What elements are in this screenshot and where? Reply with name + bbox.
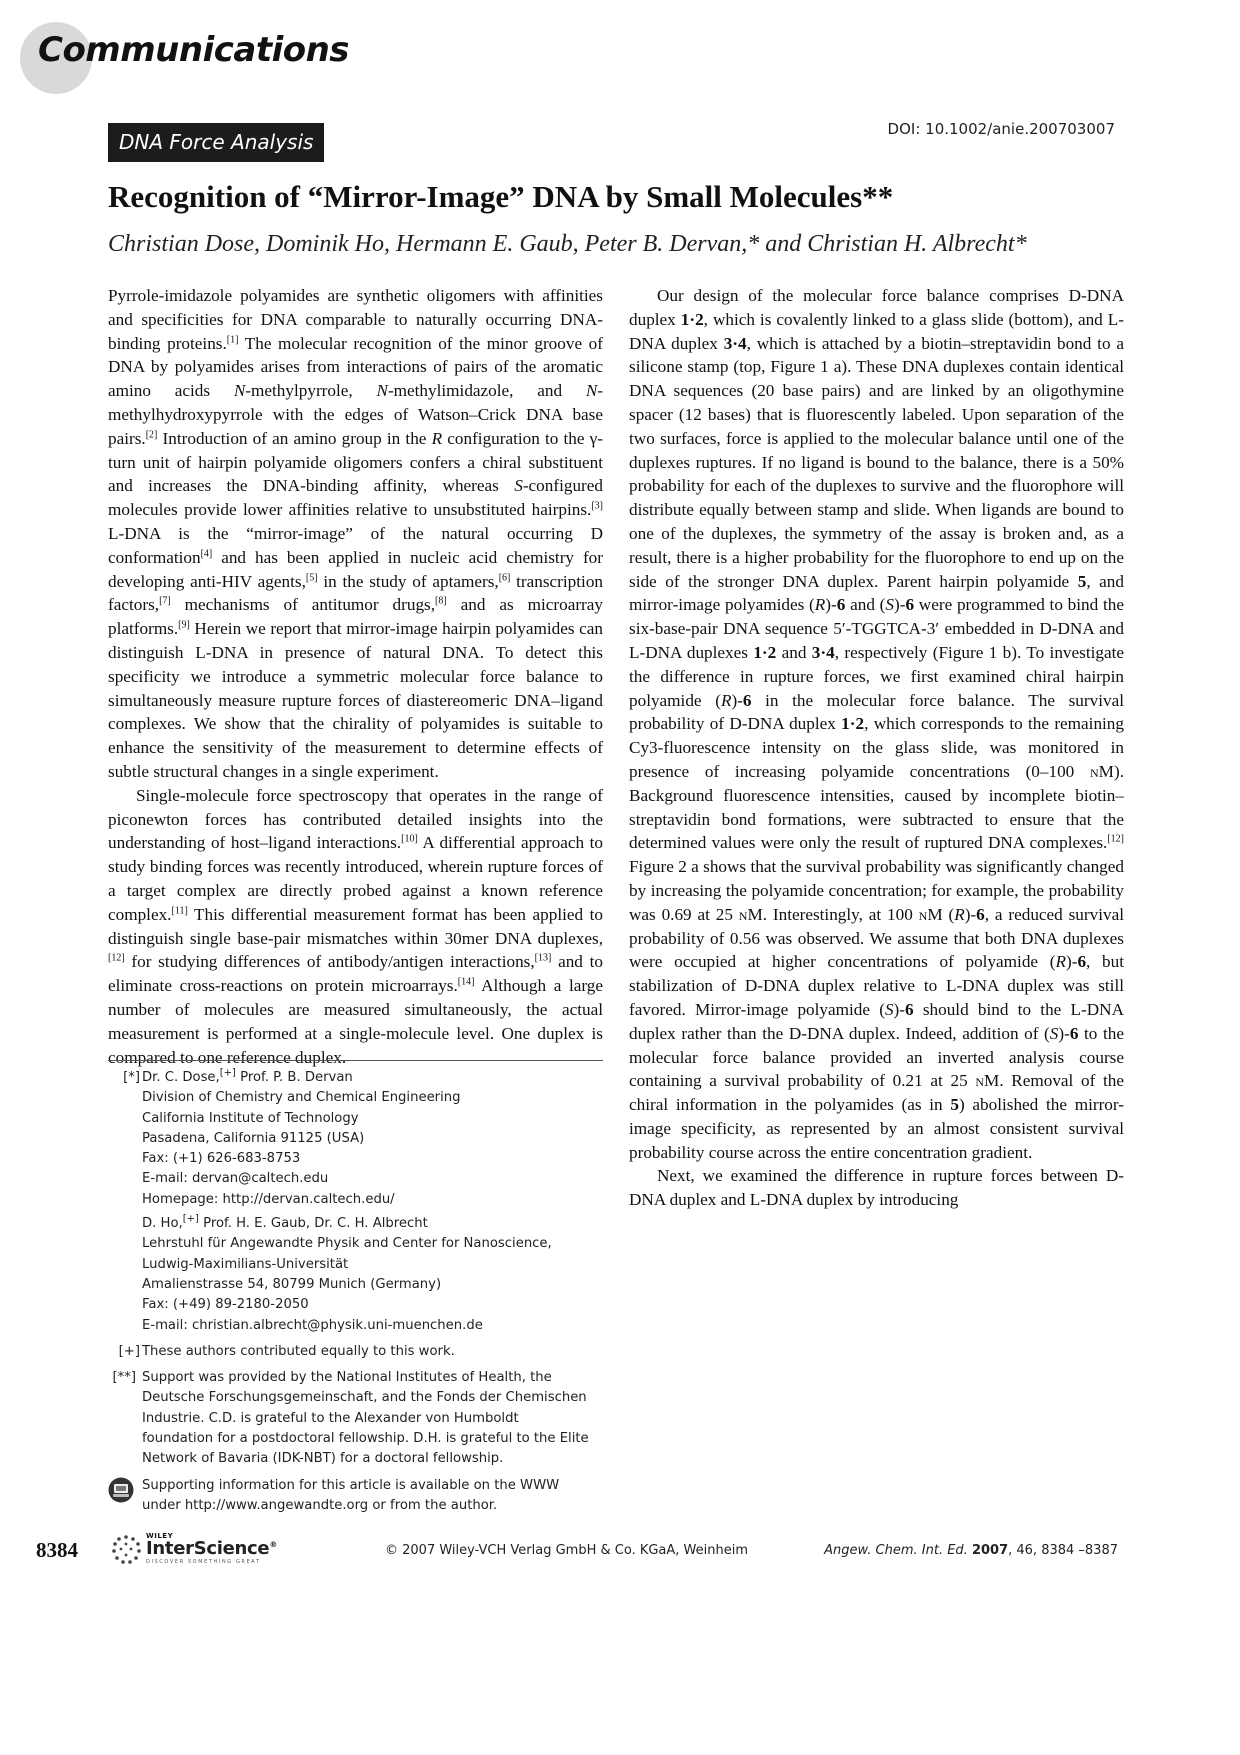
homepage-link[interactable]: Homepage: http://dervan.caltech.edu/ (142, 1191, 395, 1207)
email-link[interactable]: E-mail: dervan@caltech.edu (142, 1171, 329, 1187)
citation-ref[interactable]: [13] (534, 952, 552, 964)
email-link[interactable]: E-mail: christian.albrecht@physik.uni-muenchen.de (142, 1317, 483, 1333)
interscience-dots-logo-icon (108, 1532, 144, 1568)
logo-tagline: DISCOVER SOMETHING GREAT (146, 1559, 261, 1565)
citation-ref[interactable]: [8] (435, 595, 447, 607)
footnote-mark: [*] (123, 1070, 140, 1085)
footnote-supporting-info: Supporting information for this article is available on the WWW under http://www.angewandte.org or from the author. (108, 1476, 603, 1517)
logo-main-text: InterScience® (146, 1538, 278, 1559)
citation-ref[interactable]: [7] (159, 595, 171, 607)
footnote-mark: [+] (118, 1343, 140, 1359)
citation-ref[interactable]: [9] (178, 619, 190, 631)
article-title: Recognition of “Mirror-Image” DNA by Small Molecules** (108, 179, 894, 214)
page-number: 8384 (36, 1538, 78, 1562)
citation-ref[interactable]: [6] (498, 571, 511, 583)
paragraph-next: Next, we examined the difference in rupture forces between D-DNA duplex and L-DNA duplex by introducing (629, 1166, 1124, 1210)
supporting-info-link[interactable]: under http://www.angewandte.org or from the author. (142, 1497, 498, 1513)
footnotes (108, 1068, 603, 1518)
section-header (20, 22, 520, 94)
citation-ref[interactable]: [10] (401, 833, 418, 845)
computer-monitor-icon (108, 1477, 134, 1503)
journal-citation: Angew. Chem. Int. Ed. 2007, 46, 8384 –8387 (824, 1543, 1118, 1558)
logo-wiley-text: WILEY (146, 1532, 174, 1540)
footnote-affiliations: [*] Dr. C. Dose,[+] Prof. P. B. Dervan Division of Chemistry and Chemical Engineering California Institute of Technology Pasadena, California 91125 (USA) Fax: (+1) 626-683-8753 E-mail: dervan@caltech.edu Homepage: http://dervan.caltech.edu/ D. Ho,[+] Prof. H. E. Gaub, Dr. C. H. Albrecht Lehrstuhl für Angewandte Physik and Center for Nanoscience, Ludwig-Maximilians-Universität Amalienstrasse 54, 80799 Munich (Germany) Fax: (+49) 89-2180-2050 E-mail: christian.albrecht@physik.uni-muenchen.de (108, 1068, 603, 1336)
author-list: Christian Dose, Dominik Ho, Hermann E. Gaub, Peter B. Dervan,* and Christian H. Albrecht* (108, 231, 1027, 257)
citation-ref[interactable]: [12] (1107, 833, 1124, 845)
body-column-right (629, 284, 1124, 1212)
footnote-funding: [**] Support was provided by the National Institutes of Health, the Deutsche Forschungsgemeinschaft, and the Fonds der Chemischen Industrie. C.D. is grateful to the Alexander von Humboldt foundation for a postdoctoral fellowship. D.H. is grateful to the Elite Network of Bavaria (IDK-NBT) for a doctoral fellowship. (108, 1368, 603, 1469)
citation-ref[interactable]: [3] (591, 500, 603, 512)
footnote-divider (108, 1060, 603, 1061)
citation-ref[interactable]: [2] (145, 429, 158, 441)
citation-ref[interactable]: [5] (305, 571, 318, 583)
citation-ref[interactable]: [11] (171, 904, 188, 916)
footnote-equal-contribution: [+] These authors contributed equally to this work. (108, 1342, 603, 1362)
citation-ref[interactable]: [14] (457, 976, 475, 988)
section-title: Communications (38, 30, 350, 70)
citation-ref[interactable]: [4] (200, 548, 213, 560)
page-footer (0, 1532, 1240, 1578)
paragraph-force-spectroscopy: Single-molecule force spectroscopy that operates in the range of piconewton forces has contributed detailed insights into the understanding of host–ligand interactions.[10] A differential approach to study binding forces was recently introduced, wherein rupture forces of a target complex are directly probed against a known reference complex.[11] This differential measurement format has been applied to distinguish single base-pair mismatches within 30mer DNA duplexes,[12] for studying differences of antibody/antigen interactions,[13] and to eliminate cross-reactions on protein microarrays.[14] Although a large number of molecules are measured simultaneously, the actual measurement is performed at a single-molecule level. One duplex is compared to one reference duplex. (108, 785, 604, 1067)
paragraph-intro: Pyrrole-imidazole polyamides are synthetic oligomers with affinities and specificities for DNA comparable to naturally occurring DNA-binding proteins.[1] The molecular recognition of the minor groove of DNA by polyamides arises from interactions of pairs of the aromatic amino acids N-methylpyrrole, N-methylimidazole, and N-methylhydroxypyrrole with the edges of Watson–Crick DNA base pairs.[2] Introduction of an amino group in the R configuration to the γ-turn unit of hairpin polyamide oligomers confers a chiral substituent and increases the DNA-binding affinity, whereas S-configured molecules provide lower affinities relative to unsubstituted hairpins.[3] L-DNA is the “mirror-image” of the natural occurring D conformation[4] and has been applied in nucleic acid chemistry for developing anti-HIV agents,[5] in the study of aptamers,[6] transcription factors,[7] mechanisms of antitumor drugs,[8] and as microarray platforms.[9] Herein we report that mirror-image hairpin polyamides can distinguish L-DNA in presence of natural DNA. To detect this specificity we introduce a symmetric molecular force balance to simultaneously measure rupture forces of diastereomeric DNA–ligand complexes. We show that the chirality of polyamides is suitable to enhance the sensitivity of the measurement to determine effects of subtle structural changes in a single experiment. (108, 286, 604, 781)
interscience-logo (108, 1532, 278, 1568)
topic-tag: DNA Force Analysis (108, 123, 324, 162)
copyright-notice: © 2007 Wiley-VCH Verlag GmbH & Co. KGaA, Weinheim (385, 1543, 749, 1558)
paragraph-force-balance-design: Our design of the molecular force balance comprises D-DNA duplex 1·2, which is covalently linked to a glass slide (bottom), and L-DNA duplex 3·4, which is attached by a biotin–streptavidin bond to a silicone stamp (top, Figure 1 a). These DNA duplexes contain identical DNA sequences (20 base pairs) and are linked by an oligothymine spacer (12 bases) that is fluorescently labeled. Upon separation of the two surfaces, force is applied to the molecular balance until one of the duplexes ruptures. If no ligand is bound to the balance, there is a 50% probability for each of the duplexes to survive and the fluorophore will distribute equally between stamp and slide. When ligands are bound to one of the duplexes, the symmetry of the assay is broken and, as a result, there is a higher probability for the fluorophore to end up on the side of the stronger DNA duplex. Parent hairpin polyamide 5, and mirror-image polyamides (R)-6 and (S)-6 were programmed to bind the six-base-pair DNA sequence 5′-TGGTCA-3′ embedded in D-DNA and L-DNA duplexes 1·2 and 3·4, respectively (Figure 1 b). To investigate the difference in rupture forces, we first examined chiral hairpin polyamide (R)-6 in the molecular force balance. The survival probability of D-DNA duplex 1·2, which corresponds to the remaining Cy3-fluorescence intensity on the glass slide, was monitored in presence of increasing polyamide concentrations (0–100 nM). Background fluorescence intensities, caused by incomplete biotin–streptavidin bond formations, were subtracted to ensure that the determined values were only the result of ruptured DNA complexes.[12] Figure 2 a shows that the survival probability was significantly changed by increasing the polyamide concentration; for example, the probability was 0.69 at 25 nM. Interestingly, at 100 nM (R)-6, a reduced survival probability of 0.56 was observed. We assume that both DNA duplexes were occupied at higher concentrations of polyamide (R)-6, but stabilization of D-DNA duplex relative to L-DNA duplex was still favored. Mirror-image polyamide (S)-6 should bind to the L-DNA duplex rather than the D-DNA duplex. Indeed, addition of (S)-6 to the molecular force balance provided an inverted analysis course containing a survival probability of 0.21 at 25 nM. Removal of the chiral information in the polyamides (as in 5) abolished the mirror-image specificity, as represented by an almost consistent survival probability course across the entire concentration gradient. (629, 286, 1125, 1162)
body-column-left (108, 284, 603, 1069)
citation-ref[interactable]: [12] (108, 952, 125, 964)
footnote-mark: [**] (112, 1370, 136, 1386)
doi-link[interactable]: DOI: 10.1002/anie.200703007 (887, 120, 1115, 138)
citation-ref[interactable]: [1] (226, 333, 239, 345)
